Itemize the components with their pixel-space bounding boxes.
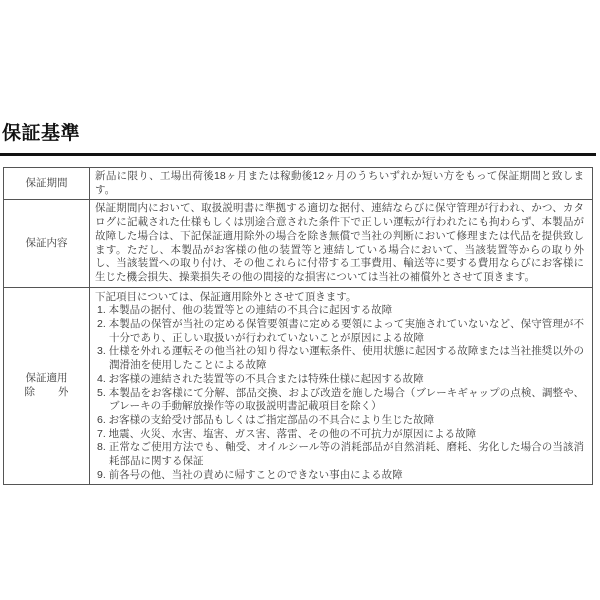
row-content-exclusions: [90, 287, 593, 485]
page-title: 保証基準: [2, 123, 81, 144]
list-item: 2. 本製品の保管が当社の定める保管要領書に定める要領によって実施されていないなど、保守管理が不十分であり、正しい取扱いが行われていないことが原因による故障: [97, 318, 584, 344]
exclusions-list: [95, 304, 584, 482]
table-row-period: [4, 168, 593, 200]
title-rule-divider: [0, 153, 596, 156]
list-item: 5. 本製品をお客様にて分解、部品交換、および改造を施した場合（ブレーキギャップの点検、調整や、ブレーキの手動解放操作等の取扱説明書記載項目を除く）: [97, 386, 584, 413]
exclusions-label-line2: 除 外: [24, 386, 69, 399]
list-item: 4. お客様の連結された装置等の不具合または特殊仕様に起因する故障: [97, 372, 424, 385]
warranty-table: [3, 167, 593, 485]
list-item: 6. お客様の支給受け部品もしくはご指定部品の不具合により生じた故障: [97, 413, 435, 426]
row-content-period: 新品に限り、工場出荷後18ヶ月または稼動後12ヶ月のうちいずれか短い方をもって保証期間と致します。: [90, 168, 593, 200]
list-item: 8. 正常なご使用方法でも、軸受、オイルシール等の消耗部品が自然消耗、磨耗、劣化した場合の当該消耗部品に関する保証: [97, 441, 584, 468]
list-item: 1. 本製品の据付、他の装置等との連結の不具合に起因する故障: [97, 304, 393, 317]
list-item: 9. 前各号の他、当社の責めに帰すことのできない事由による故障: [97, 468, 403, 481]
row-label-period: 保証期間: [4, 168, 90, 200]
list-item: 7. 地震、火災、水害、塩害、ガス害、落雷、その他の不可抗力が原因による故障: [97, 427, 477, 440]
row-label-coverage: 保証内容: [4, 200, 90, 287]
table-row-exclusions: [4, 287, 593, 485]
list-item: 3. 仕様を外れる運転その他当社の知り得ない運転条件、使用状態に起因する故障または当社推奨以外の潤滑油を使用したことによる故障: [97, 345, 584, 372]
table-row-coverage: [4, 200, 593, 287]
exclusions-label-line1: 保証適用: [25, 372, 68, 385]
row-content-coverage: 保証期間内において、取扱説明書に準拠する適切な据付、連結ならびに保守管理が行われ、かつ、カタログに記載された仕様もしくは別途合意された条件下で正しい運転が行われたにも拘わらず、本製品が故障した場合は、下記保証適用除外の場合を除き無償で当社の判断において修理または代品を提供致します。ただし、本製品がお客様の他の装置等と連結している場合において、当該装置等からの取り外し、当該装置への取り付け、その他これらに付帯する工事費用、輸送等に要する費用ならびにお客様に生じた機会損失、操業損失その他の間接的な損害については当社の補償外とさせて頂きます。: [90, 200, 593, 287]
exclusions-intro: 下記項目については、保証適用除外とさせて頂きます。: [95, 290, 357, 303]
row-label-exclusions: [4, 287, 90, 485]
